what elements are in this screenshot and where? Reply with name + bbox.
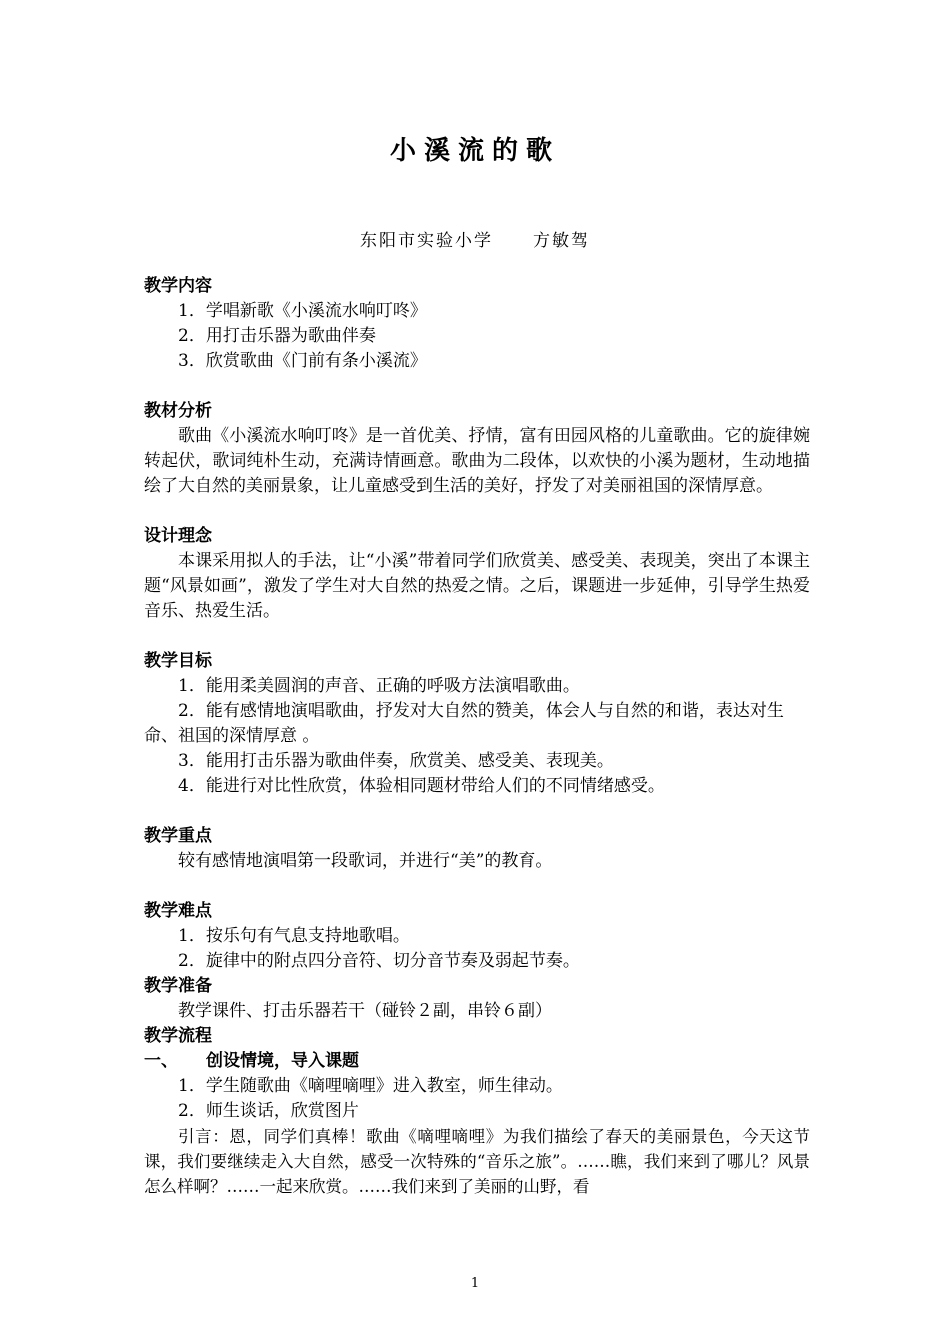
list-item: 1．按乐句有气息支持地歌唱。 bbox=[178, 926, 410, 946]
author-school: 东阳市实验小学 bbox=[360, 231, 493, 251]
step-title: 创设情境，导入课题 bbox=[206, 1051, 359, 1071]
section-heading-content: 教学内容 bbox=[144, 276, 212, 296]
intro-paragraph: 引言：恩，同学们真棒！歌曲《嘀哩嘀哩》为我们描绘了春天的美丽景色，今天这节课，我们要继续走入大自然，感受一次特殊的“音乐之旅”。……瞧，我们来到了哪儿？风景怎么样啊？……一起来欣赏。……我们来到了美丽的山野，看 bbox=[144, 1127, 810, 1196]
concept-paragraph: 本课采用拟人的手法，让“小溪”带着同学们欣赏美、感受美、表现美，突出了本课主题“风景如画”，激发了学生对大自然的热爱之情。之后，课题进一步延伸，引导学生热爱音乐、热爱生活。 bbox=[144, 551, 810, 621]
section-heading-concept: 设计理念 bbox=[144, 526, 212, 546]
list-item: 2．师生谈话，欣赏图片 bbox=[178, 1101, 359, 1121]
list-item: 2．用打击乐器为歌曲伴奏 bbox=[178, 326, 376, 346]
section-heading-analysis: 教材分析 bbox=[144, 401, 212, 421]
document-title: 小溪流的歌 bbox=[389, 136, 560, 166]
section-heading-difficulty: 教学难点 bbox=[144, 901, 212, 921]
author-name: 方敏驾 bbox=[533, 231, 590, 251]
prep-text: 教学课件、打击乐器若干（碰铃２副，串铃６副） bbox=[178, 1001, 552, 1021]
list-item: 1．学唱新歌《小溪流水响叮咚》 bbox=[178, 301, 427, 321]
page-number: 1 bbox=[470, 1276, 480, 1291]
list-item: 3．能用打击乐器为歌曲伴奏，欣赏美、感受美、表现美。 bbox=[178, 751, 614, 771]
list-item: 1．学生随歌曲《嘀哩嘀哩》进入教室，师生律动。 bbox=[178, 1076, 563, 1096]
process-step-title bbox=[144, 1049, 810, 1074]
list-item: 1．能用柔美圆润的声音、正确的呼吸方法演唱歌曲。 bbox=[178, 676, 580, 696]
section-heading-process: 教学流程 bbox=[144, 1026, 212, 1046]
focus-text: 较有感情地演唱第一段歌词，并进行“美”的教育。 bbox=[178, 851, 553, 871]
document-body bbox=[144, 274, 810, 1199]
section-heading-focus: 教学重点 bbox=[144, 826, 212, 846]
section-heading-prep: 教学准备 bbox=[144, 976, 212, 996]
analysis-paragraph: 歌曲《小溪流水响叮咚》是一首优美、抒情，富有田园风格的儿童歌曲。它的旋律婉转起伏，歌词纯朴生动，充满诗情画意。歌曲为二段体，以欢快的小溪为题材，生动地描绘了大自然的美丽景象，让儿童感受到生活的美好，抒发了对美丽祖国的深情厚意。 bbox=[144, 426, 810, 496]
list-item: 3．欣赏歌曲《门前有条小溪流》 bbox=[178, 351, 427, 371]
step-number: 一、 bbox=[144, 1051, 178, 1071]
list-item: 2．旋律中的附点四分音符、切分音节奏及弱起节奏。 bbox=[178, 951, 580, 971]
list-item: 4．能进行对比性欣赏，体验相同题材带给人们的不同情绪感受。 bbox=[178, 776, 665, 796]
section-heading-goals: 教学目标 bbox=[144, 651, 212, 671]
list-item: 2．能有感情地演唱歌曲，抒发对大自然的赞美，体会人与自然的和谐，表达对生命、祖国的深情厚意 。 bbox=[144, 701, 784, 746]
author-line bbox=[0, 226, 950, 251]
